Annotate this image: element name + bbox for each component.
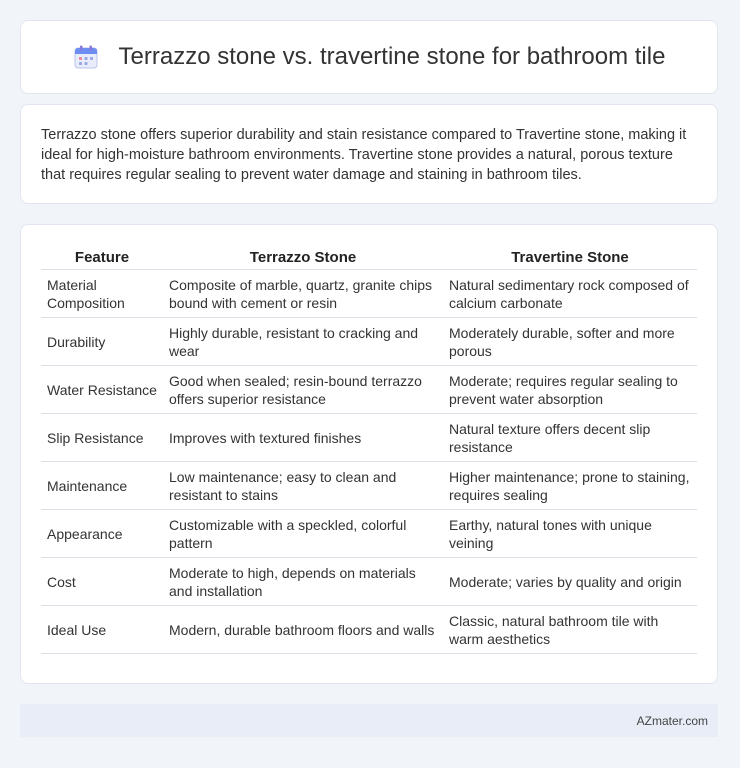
comparison-table xyxy=(41,245,697,654)
summary-card xyxy=(20,104,718,204)
feature-cell: Cost xyxy=(41,558,163,606)
terrazzo-cell: Customizable with a speckled, colorful pattern xyxy=(163,510,443,558)
table-row xyxy=(41,510,697,558)
header-feature: Feature xyxy=(41,245,163,270)
feature-cell: Water Resistance xyxy=(41,366,163,414)
travertine-cell: Moderate; varies by quality and origin xyxy=(443,558,697,606)
terrazzo-cell: Low maintenance; easy to clean and resistant to stains xyxy=(163,462,443,510)
terrazzo-cell: Composite of marble, quartz, granite chips bound with cement or resin xyxy=(163,270,443,318)
travertine-cell: Moderate; requires regular sealing to prevent water absorption xyxy=(443,366,697,414)
terrazzo-cell: Modern, durable bathroom floors and walls xyxy=(163,606,443,654)
header-terrazzo: Terrazzo Stone xyxy=(163,245,443,270)
terrazzo-cell: Improves with textured finishes xyxy=(163,414,443,462)
table-row xyxy=(41,414,697,462)
terrazzo-cell: Moderate to high, depends on materials and installation xyxy=(163,558,443,606)
table-row xyxy=(41,366,697,414)
travertine-cell: Earthy, natural tones with unique veining xyxy=(443,510,697,558)
footer-bar xyxy=(20,704,718,737)
travertine-cell: Natural sedimentary rock composed of calcium carbonate xyxy=(443,270,697,318)
page-title: Terrazzo stone vs. travertine stone for bathroom tile xyxy=(118,43,666,70)
terrazzo-cell: Highly durable, resistant to cracking and wear xyxy=(163,318,443,366)
header-travertine: Travertine Stone xyxy=(443,245,697,270)
calendar-icon xyxy=(73,44,99,70)
table-row xyxy=(41,558,697,606)
feature-cell: Material Composition xyxy=(41,270,163,318)
comparison-table-card xyxy=(20,224,718,684)
table-row xyxy=(41,462,697,510)
footer-brand: AZmater.com xyxy=(636,713,708,728)
feature-cell: Ideal Use xyxy=(41,606,163,654)
feature-cell: Maintenance xyxy=(41,462,163,510)
terrazzo-cell: Good when sealed; resin-bound terrazzo offers superior resistance xyxy=(163,366,443,414)
table-row xyxy=(41,270,697,318)
travertine-cell: Moderately durable, softer and more porous xyxy=(443,318,697,366)
table-header-row xyxy=(41,245,697,270)
travertine-cell: Higher maintenance; prone to staining, requires sealing xyxy=(443,462,697,510)
title-card xyxy=(20,20,718,94)
feature-cell: Appearance xyxy=(41,510,163,558)
feature-cell: Slip Resistance xyxy=(41,414,163,462)
travertine-cell: Classic, natural bathroom tile with warm aesthetics xyxy=(443,606,697,654)
title-wrap xyxy=(73,43,666,71)
table-row xyxy=(41,606,697,654)
travertine-cell: Natural texture offers decent slip resistance xyxy=(443,414,697,462)
feature-cell: Durability xyxy=(41,318,163,366)
table-row xyxy=(41,318,697,366)
summary-text: Terrazzo stone offers superior durability and stain resistance compared to Travertine stone, making it ideal for high-moisture bathroom environments. Travertine stone provides a natural, porous texture that requires regular sealing to prevent water damage and staining in bathroom tiles. xyxy=(41,127,687,183)
